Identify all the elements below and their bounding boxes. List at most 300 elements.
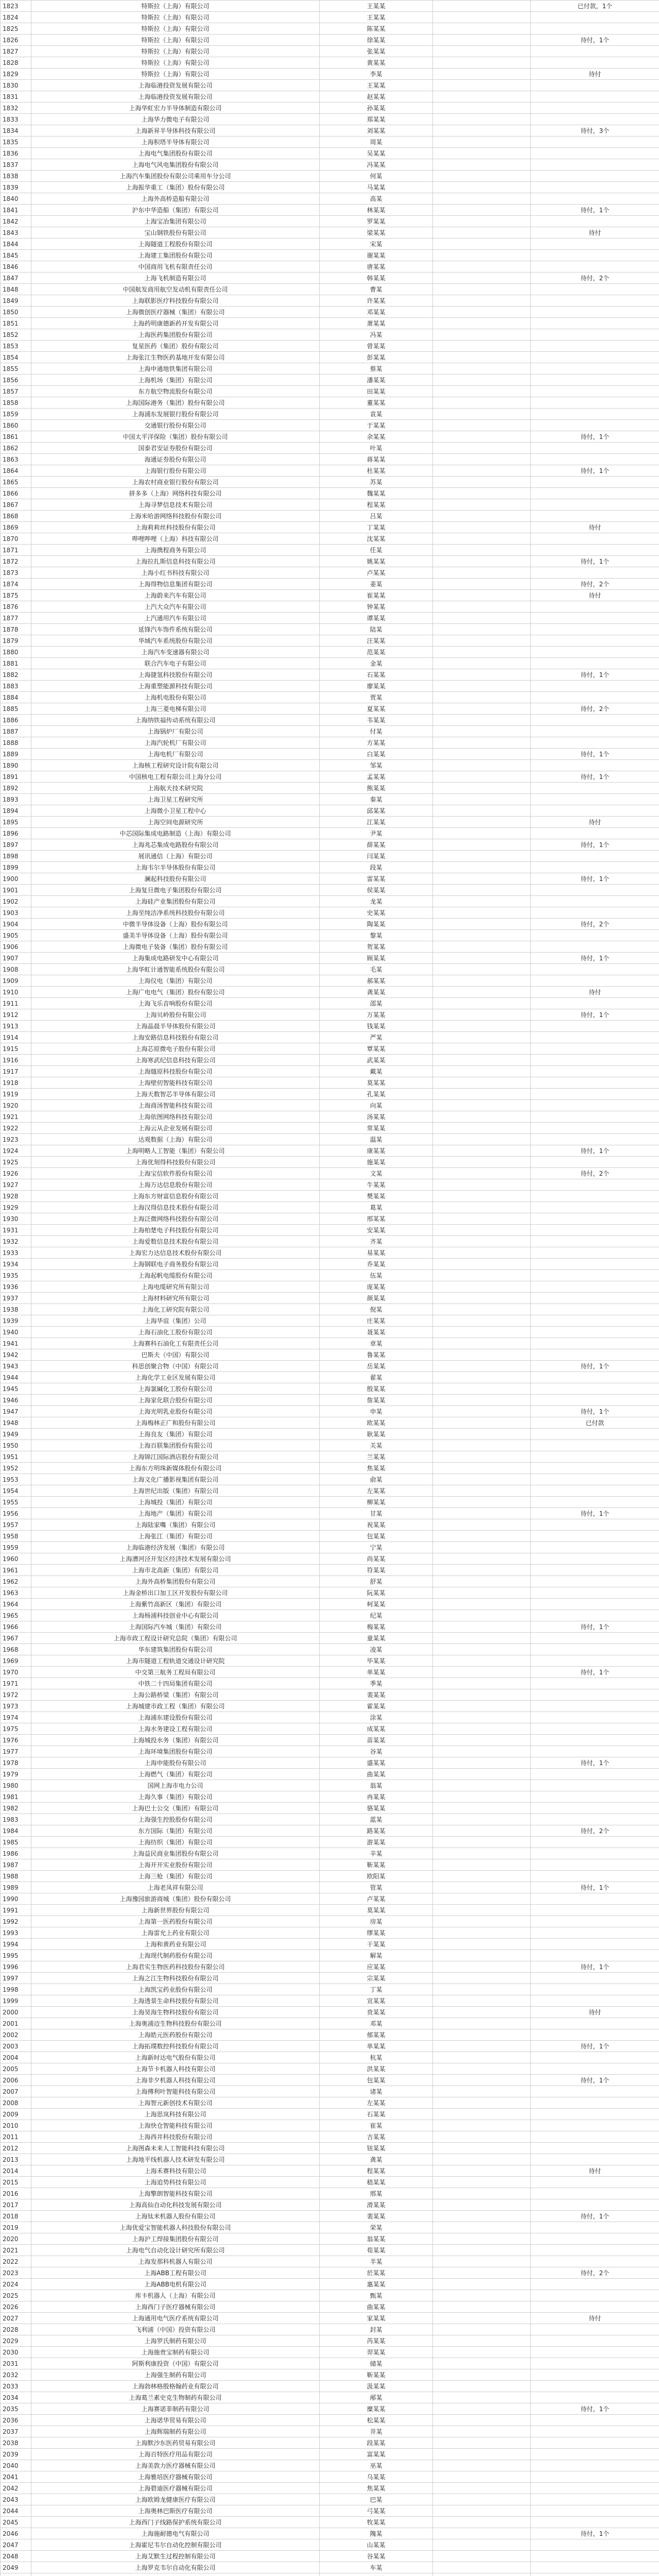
company-name-cell[interactable]: 上海医药集团股份有限公司 [31,329,320,341]
company-name-cell[interactable]: 上海强生控股股份有限公司 [31,1814,320,1825]
blank-cell[interactable] [433,1667,531,1678]
contact-person-cell[interactable]: 邴某 [320,2392,433,2403]
blank-cell[interactable] [433,1474,531,1485]
company-name-cell[interactable]: 上海贝岭股份有限公司 [31,1009,320,1021]
contact-person-cell[interactable]: 岳某某 [320,1361,433,1372]
blank-cell[interactable] [433,2086,531,2097]
contact-person-cell[interactable]: 韦某某 [320,715,433,726]
company-name-cell[interactable]: 上海沪工焊接集团股份有限公司 [31,2233,320,2245]
row-number-cell[interactable]: 1965 [1,1610,31,1621]
note-cell[interactable] [531,533,659,545]
blank-cell[interactable] [433,1406,531,1417]
blank-cell[interactable] [433,2551,531,2562]
row-number-cell[interactable]: 2037 [1,2426,31,2437]
row-number-cell[interactable]: 1873 [1,567,31,579]
blank-cell[interactable] [433,1134,531,1145]
blank-cell[interactable] [433,1633,531,1644]
note-cell[interactable] [531,488,659,499]
company-name-cell[interactable]: 上海葛兰素史克生物制药有限公司 [31,2392,320,2403]
blank-cell[interactable] [433,760,531,771]
company-name-cell[interactable]: 上海久事（集团）有限公司 [31,1791,320,1803]
contact-person-cell[interactable]: 廖某某 [320,681,433,692]
contact-person-cell[interactable]: 郝某某 [320,975,433,987]
contact-person-cell[interactable]: 家某某 [320,2313,433,2324]
company-name-cell[interactable]: 上海雷允上药业有限公司 [31,1927,320,1939]
row-number-cell[interactable]: 1916 [1,1055,31,1066]
company-name-cell[interactable]: 上海诺华贸易有限公司 [31,2415,320,2426]
blank-cell[interactable] [433,1973,531,1984]
blank-cell[interactable] [433,2007,531,2018]
company-name-cell[interactable]: 上海老凤祥有限公司 [31,1882,320,1893]
contact-person-cell[interactable]: 曾某某 [320,341,433,352]
contact-person-cell[interactable]: 鲁某某 [320,1349,433,1361]
contact-person-cell[interactable]: 黎某 [320,930,433,941]
note-cell[interactable] [531,1372,659,1383]
note-cell[interactable] [531,159,659,171]
contact-person-cell[interactable]: 史某某 [320,907,433,919]
row-number-cell[interactable]: 2049 [1,2562,31,2573]
row-number-cell[interactable]: 1961 [1,1565,31,1576]
contact-person-cell[interactable]: 宣某某 [320,1995,433,2007]
blank-cell[interactable] [433,2290,531,2301]
company-name-cell[interactable]: 上海公路桥梁（集团）有限公司 [31,1689,320,1701]
contact-person-cell[interactable]: 惠某某 [320,2279,433,2290]
company-name-cell[interactable]: 上海透景生命科技股份有限公司 [31,1995,320,2007]
row-number-cell[interactable]: 1874 [1,579,31,590]
company-name-cell[interactable]: 上海之江生物科技股份有限公司 [31,1973,320,1984]
contact-person-cell[interactable]: 邱某某 [320,805,433,817]
contact-person-cell[interactable]: 孙某某 [320,103,433,114]
contact-person-cell[interactable]: 欧某某 [320,1417,433,1429]
company-name-cell[interactable]: 上海环境集团股份有限公司 [31,1746,320,1757]
note-cell[interactable] [531,885,659,896]
note-cell[interactable] [531,692,659,703]
contact-person-cell[interactable]: 凌某 [320,1644,433,1655]
blank-cell[interactable] [433,386,531,397]
company-name-cell[interactable]: 上海重塑能源科技有限公司 [31,681,320,692]
blank-cell[interactable] [433,2528,531,2539]
company-name-cell[interactable]: 上海通用电气医疗系统有限公司 [31,2313,320,2324]
note-cell[interactable] [531,1973,659,1984]
blank-cell[interactable] [433,2562,531,2573]
blank-cell[interactable] [433,148,531,159]
note-cell[interactable] [531,1984,659,1995]
blank-cell[interactable] [433,2358,531,2369]
company-name-cell[interactable]: 上海三菱电梯有限公司 [31,703,320,715]
row-number-cell[interactable]: 2010 [1,2120,31,2131]
row-number-cell[interactable]: 1876 [1,601,31,613]
note-cell[interactable] [531,1032,659,1043]
contact-person-cell[interactable]: 石某某 [320,669,433,681]
row-number-cell[interactable]: 1995 [1,1950,31,1961]
row-number-cell[interactable]: 1930 [1,1213,31,1225]
note-cell[interactable] [531,1939,659,1950]
note-cell[interactable] [531,1497,659,1508]
contact-person-cell[interactable]: 方某某 [320,737,433,749]
note-cell[interactable]: 待付，3个 [531,125,659,137]
row-number-cell[interactable]: 1924 [1,1145,31,1157]
row-number-cell[interactable]: 1858 [1,397,31,409]
note-cell[interactable] [531,1293,659,1304]
company-name-cell[interactable]: 上海电气集团股份有限公司 [31,148,320,159]
row-number-cell[interactable]: 1940 [1,1327,31,1338]
note-cell[interactable] [531,1769,659,1780]
note-cell[interactable] [531,1429,659,1440]
note-cell[interactable]: 待付，1个 [531,2528,659,2539]
company-name-cell[interactable]: 上海申通地铁集团有限公司 [31,363,320,375]
contact-person-cell[interactable]: 盛某某 [320,1757,433,1769]
note-cell[interactable] [531,2426,659,2437]
blank-cell[interactable] [433,431,531,443]
blank-cell[interactable] [433,420,531,431]
row-number-cell[interactable]: 1870 [1,533,31,545]
company-name-cell[interactable]: 上海艾默生过程控制有限公司 [31,2551,320,2562]
blank-cell[interactable] [433,2335,531,2347]
row-number-cell[interactable]: 1846 [1,261,31,273]
row-number-cell[interactable]: 1963 [1,1587,31,1599]
note-cell[interactable] [531,1349,659,1361]
blank-cell[interactable] [433,1803,531,1814]
note-cell[interactable]: 待付，1个 [531,1882,659,1893]
row-number-cell[interactable]: 1825 [1,23,31,35]
blank-cell[interactable] [433,159,531,171]
contact-person-cell[interactable]: 封某 [320,2324,433,2335]
row-number-cell[interactable]: 1875 [1,590,31,601]
contact-person-cell[interactable]: 解某 [320,1950,433,1961]
company-name-cell[interactable]: 上海家化联合股份有限公司 [31,1395,320,1406]
row-number-cell[interactable]: 1987 [1,1859,31,1871]
blank-cell[interactable] [433,613,531,624]
note-cell[interactable] [531,1213,659,1225]
row-number-cell[interactable]: 1934 [1,1259,31,1270]
note-cell[interactable] [531,1236,659,1247]
note-cell[interactable] [531,2199,659,2211]
note-cell[interactable] [531,2347,659,2358]
note-cell[interactable] [531,2494,659,2505]
company-name-cell[interactable]: 上海文化广播影视集团有限公司 [31,1474,320,1485]
row-number-cell[interactable]: 1863 [1,454,31,465]
blank-cell[interactable] [433,771,531,783]
blank-cell[interactable] [433,2381,531,2392]
contact-person-cell[interactable]: 荀某某 [320,2245,433,2256]
row-number-cell[interactable]: 1899 [1,862,31,873]
note-cell[interactable] [531,1995,659,2007]
blank-cell[interactable] [433,2573,531,2576]
note-cell[interactable] [531,2018,659,2029]
row-number-cell[interactable]: 1886 [1,715,31,726]
note-cell[interactable] [531,2415,659,2426]
note-cell[interactable] [531,1440,659,1451]
blank-cell[interactable] [433,23,531,35]
note-cell[interactable] [531,2483,659,2494]
contact-person-cell[interactable]: 邓某 [320,2018,433,2029]
company-name-cell[interactable]: 上海空间电源研究所 [31,817,320,828]
note-cell[interactable] [531,828,659,839]
contact-person-cell[interactable]: 干某某 [320,1939,433,1950]
company-name-cell[interactable]: 中国太平洋保险（集团）股份有限公司 [31,431,320,443]
company-name-cell[interactable]: 上海硅产业集团股份有限公司 [31,896,320,907]
blank-cell[interactable] [433,1519,531,1531]
contact-person-cell[interactable]: 柳某某 [320,1497,433,1508]
note-cell[interactable] [531,1066,659,1077]
blank-cell[interactable] [433,454,531,465]
contact-person-cell[interactable]: 松某某 [320,2415,433,2426]
row-number-cell[interactable]: 1950 [1,1440,31,1451]
contact-person-cell[interactable]: 施某某 [320,1157,433,1168]
company-name-cell[interactable]: 上海新时达电气股份有限公司 [31,2052,320,2063]
note-cell[interactable] [531,862,659,873]
company-name-cell[interactable]: 上海纺织（集团）有限公司 [31,1837,320,1848]
blank-cell[interactable] [433,1485,531,1497]
note-cell[interactable] [531,511,659,522]
contact-person-cell[interactable]: 丁某 [320,1984,433,1995]
row-number-cell[interactable]: 1932 [1,1236,31,1247]
note-cell[interactable] [531,499,659,511]
note-cell[interactable] [531,964,659,975]
row-number-cell[interactable]: 1933 [1,1247,31,1259]
contact-person-cell[interactable]: 左某某 [320,1485,433,1497]
company-name-cell[interactable]: 上海广电电气（集团）股份有限公司 [31,987,320,998]
blank-cell[interactable] [433,2109,531,2120]
note-cell[interactable] [531,2449,659,2460]
blank-cell[interactable] [433,1712,531,1723]
blank-cell[interactable] [433,885,531,896]
note-cell[interactable] [531,386,659,397]
blank-cell[interactable] [433,1723,531,1735]
contact-person-cell[interactable]: 莫某某 [320,1077,433,1089]
blank-cell[interactable] [433,919,531,930]
blank-cell[interactable] [433,624,531,635]
company-name-cell[interactable]: 上海霍尼韦尔自动化控制有限公司 [31,2539,320,2551]
contact-person-cell[interactable]: 程某某 [320,2165,433,2177]
row-number-cell[interactable]: 1861 [1,431,31,443]
company-name-cell[interactable]: 上海新昇半导体科技有限公司 [31,125,320,137]
blank-cell[interactable] [433,2471,531,2483]
blank-cell[interactable] [433,329,531,341]
company-name-cell[interactable]: 飞利浦（中国）投资有限公司 [31,2324,320,2335]
contact-person-cell[interactable]: 袁某 [320,409,433,420]
blank-cell[interactable] [433,2165,531,2177]
contact-person-cell[interactable]: 倪某 [320,1304,433,1315]
blank-cell[interactable] [433,635,531,647]
company-name-cell[interactable]: 上海三枪（集团）有限公司 [31,1871,320,1882]
company-name-cell[interactable]: 上海赛科石油化工有限责任公司 [31,1338,320,1349]
blank-cell[interactable] [433,522,531,533]
row-number-cell[interactable]: 1982 [1,1803,31,1814]
blank-cell[interactable] [433,2188,531,2199]
contact-person-cell[interactable]: 汤某某 [320,1111,433,1123]
company-name-cell[interactable]: 科思创聚合物（中国）有限公司 [31,1361,320,1372]
note-cell[interactable] [531,420,659,431]
company-name-cell[interactable]: 上海市隧道工程轨道交通设计研究院 [31,1655,320,1667]
note-cell[interactable]: 已付款 [531,1417,659,1429]
row-number-cell[interactable]: 1871 [1,545,31,556]
row-number-cell[interactable]: 1891 [1,771,31,783]
contact-person-cell[interactable]: 周某 [320,137,433,148]
contact-person-cell[interactable]: 程某某 [320,499,433,511]
blank-cell[interactable] [433,239,531,250]
blank-cell[interactable] [433,1610,531,1621]
row-number-cell[interactable]: 2015 [1,2177,31,2188]
blank-cell[interactable] [433,2449,531,2460]
blank-cell[interactable] [433,567,531,579]
blank-cell[interactable] [433,1463,531,1474]
row-number-cell[interactable]: 1942 [1,1349,31,1361]
note-cell[interactable]: 待付，2个 [531,703,659,715]
blank-cell[interactable] [433,1644,531,1655]
row-number-cell[interactable]: 1915 [1,1043,31,1055]
blank-cell[interactable] [433,1440,531,1451]
row-number-cell[interactable]: 1880 [1,647,31,658]
company-name-cell[interactable]: 上海微小卫星工程中心 [31,805,320,817]
note-cell[interactable]: 待付，1个 [531,1508,659,1519]
company-name-cell[interactable]: 上汽大众汽车有限公司 [31,601,320,613]
contact-person-cell[interactable]: 牛某某 [320,1179,433,1191]
row-number-cell[interactable]: 1929 [1,1202,31,1213]
company-name-cell[interactable]: 上海汉得信息技术股份有限公司 [31,1202,320,1213]
company-name-cell[interactable]: 中交第三航务工程局有限公司 [31,1667,320,1678]
contact-person-cell[interactable]: 卢某某 [320,567,433,579]
blank-cell[interactable] [433,1984,531,1995]
note-cell[interactable] [531,318,659,329]
blank-cell[interactable] [433,1916,531,1927]
note-cell[interactable] [531,1134,659,1145]
company-name-cell[interactable]: 中微半导体设备（上海）股份有限公司 [31,919,320,930]
contact-person-cell[interactable]: 邢某 [320,2188,433,2199]
company-name-cell[interactable]: 上海优刻得科技股份有限公司 [31,1157,320,1168]
blank-cell[interactable] [433,1304,531,1315]
contact-person-cell[interactable]: 韩某某 [320,273,433,284]
blank-cell[interactable] [433,511,531,522]
note-cell[interactable] [531,1735,659,1746]
company-name-cell[interactable]: 上海仪电（集团）有限公司 [31,975,320,987]
row-number-cell[interactable]: 1960 [1,1553,31,1565]
contact-person-cell[interactable]: 付某 [320,726,433,737]
blank-cell[interactable] [433,987,531,998]
row-number-cell[interactable]: 1971 [1,1678,31,1689]
company-name-cell[interactable]: 上海安路信息科技股份有限公司 [31,1032,320,1043]
company-name-cell[interactable]: 上海百特医疗用品有限公司 [31,2449,320,2460]
row-number-cell[interactable]: 2034 [1,2392,31,2403]
contact-person-cell[interactable]: 唐某某 [320,261,433,273]
blank-cell[interactable] [433,1848,531,1859]
note-cell[interactable]: 待付，1个 [531,556,659,567]
note-cell[interactable] [531,329,659,341]
company-name-cell[interactable]: 东方航空物流股份有限公司 [31,386,320,397]
contact-person-cell[interactable]: 蓝某 [320,1814,433,1825]
company-name-cell[interactable]: 国网上海市电力公司 [31,1780,320,1791]
row-number-cell[interactable]: 1877 [1,613,31,624]
note-cell[interactable] [531,1780,659,1791]
contact-person-cell[interactable]: 贾某 [320,692,433,703]
note-cell[interactable] [531,658,659,669]
company-name-cell[interactable]: 上海良友（集团）有限公司 [31,1429,320,1440]
row-number-cell[interactable]: 1962 [1,1576,31,1587]
note-cell[interactable] [531,726,659,737]
row-number-cell[interactable]: 2029 [1,2335,31,2347]
blank-cell[interactable] [433,703,531,715]
blank-cell[interactable] [433,1066,531,1077]
blank-cell[interactable] [433,726,531,737]
contact-person-cell[interactable]: 殷某某 [320,1383,433,1395]
contact-person-cell[interactable]: 房某 [320,1916,433,1927]
blank-cell[interactable] [433,1576,531,1587]
contact-person-cell[interactable]: 於某某 [320,2267,433,2279]
row-number-cell[interactable]: 2018 [1,2211,31,2222]
blank-cell[interactable] [433,1905,531,1916]
row-number-cell[interactable]: 1900 [1,873,31,885]
contact-person-cell[interactable]: 葛某 [320,1202,433,1213]
row-number-cell[interactable]: 1972 [1,1689,31,1701]
note-cell[interactable] [531,1281,659,1293]
row-number-cell[interactable]: 1830 [1,80,31,91]
note-cell[interactable] [531,1655,659,1667]
company-name-cell[interactable]: 上海西门子线路保护系统有限公司 [31,2517,320,2528]
row-number-cell[interactable]: 1849 [1,295,31,307]
row-number-cell[interactable]: 1980 [1,1780,31,1791]
note-cell[interactable] [531,1871,659,1882]
contact-person-cell[interactable]: 游某某 [320,1837,433,1848]
row-number-cell[interactable]: 1967 [1,1633,31,1644]
contact-person-cell[interactable]: 万某某 [320,1009,433,1021]
blank-cell[interactable] [433,2041,531,2052]
blank-cell[interactable] [433,681,531,692]
note-cell[interactable] [531,1191,659,1202]
contact-person-cell[interactable]: 卢某某 [320,1893,433,1905]
note-cell[interactable] [531,1837,659,1848]
contact-person-cell[interactable]: 耿某某 [320,1429,433,1440]
contact-person-cell[interactable]: 安某某 [320,1225,433,1236]
company-name-cell[interactable]: 上海张江（集团）有限公司 [31,1531,320,1542]
blank-cell[interactable] [433,1,531,12]
note-cell[interactable] [531,805,659,817]
company-name-cell[interactable]: 上海西井科技股份有限公司 [31,2131,320,2143]
contact-person-cell[interactable]: 滑某某 [320,2199,433,2211]
note-cell[interactable] [531,1553,659,1565]
row-number-cell[interactable]: 1996 [1,1961,31,1973]
company-name-cell[interactable]: 上海张江生物医药基地开发有限公司 [31,352,320,363]
note-cell[interactable] [531,1247,659,1259]
company-name-cell[interactable]: 东方国际（集团）有限公司 [31,1825,320,1837]
company-name-cell[interactable]: 上海氯碱化工股份有限公司 [31,1383,320,1395]
contact-person-cell[interactable]: 巫某 [320,2460,433,2471]
note-cell[interactable] [531,1451,659,1463]
row-number-cell[interactable]: 1945 [1,1383,31,1395]
note-cell[interactable] [531,896,659,907]
row-number-cell[interactable]: 1835 [1,137,31,148]
note-cell[interactable] [531,2120,659,2131]
row-number-cell[interactable]: 2033 [1,2381,31,2392]
row-number-cell[interactable]: 1850 [1,307,31,318]
contact-person-cell[interactable]: 严某 [320,1032,433,1043]
contact-person-cell[interactable]: 贲某某 [320,2007,433,2018]
blank-cell[interactable] [433,1735,531,1746]
company-name-cell[interactable]: 特斯拉（上海）有限公司 [31,12,320,23]
contact-person-cell[interactable]: 单某某 [320,1667,433,1678]
blank-cell[interactable] [433,193,531,205]
company-name-cell[interactable]: 上海携程商务有限公司 [31,545,320,556]
contact-person-cell[interactable]: 秦某 [320,794,433,805]
note-cell[interactable]: 待付，2个 [531,919,659,930]
note-cell[interactable] [531,148,659,159]
company-name-cell[interactable]: 上海豫园旅游商城（集团）股份有限公司 [31,1893,320,1905]
row-number-cell[interactable]: 1905 [1,930,31,941]
blank-cell[interactable] [433,409,531,420]
row-number-cell[interactable]: 2024 [1,2279,31,2290]
row-number-cell[interactable]: 1884 [1,692,31,703]
contact-person-cell[interactable]: 陆某 [320,624,433,635]
contact-person-cell[interactable]: 曲某某 [320,2301,433,2313]
